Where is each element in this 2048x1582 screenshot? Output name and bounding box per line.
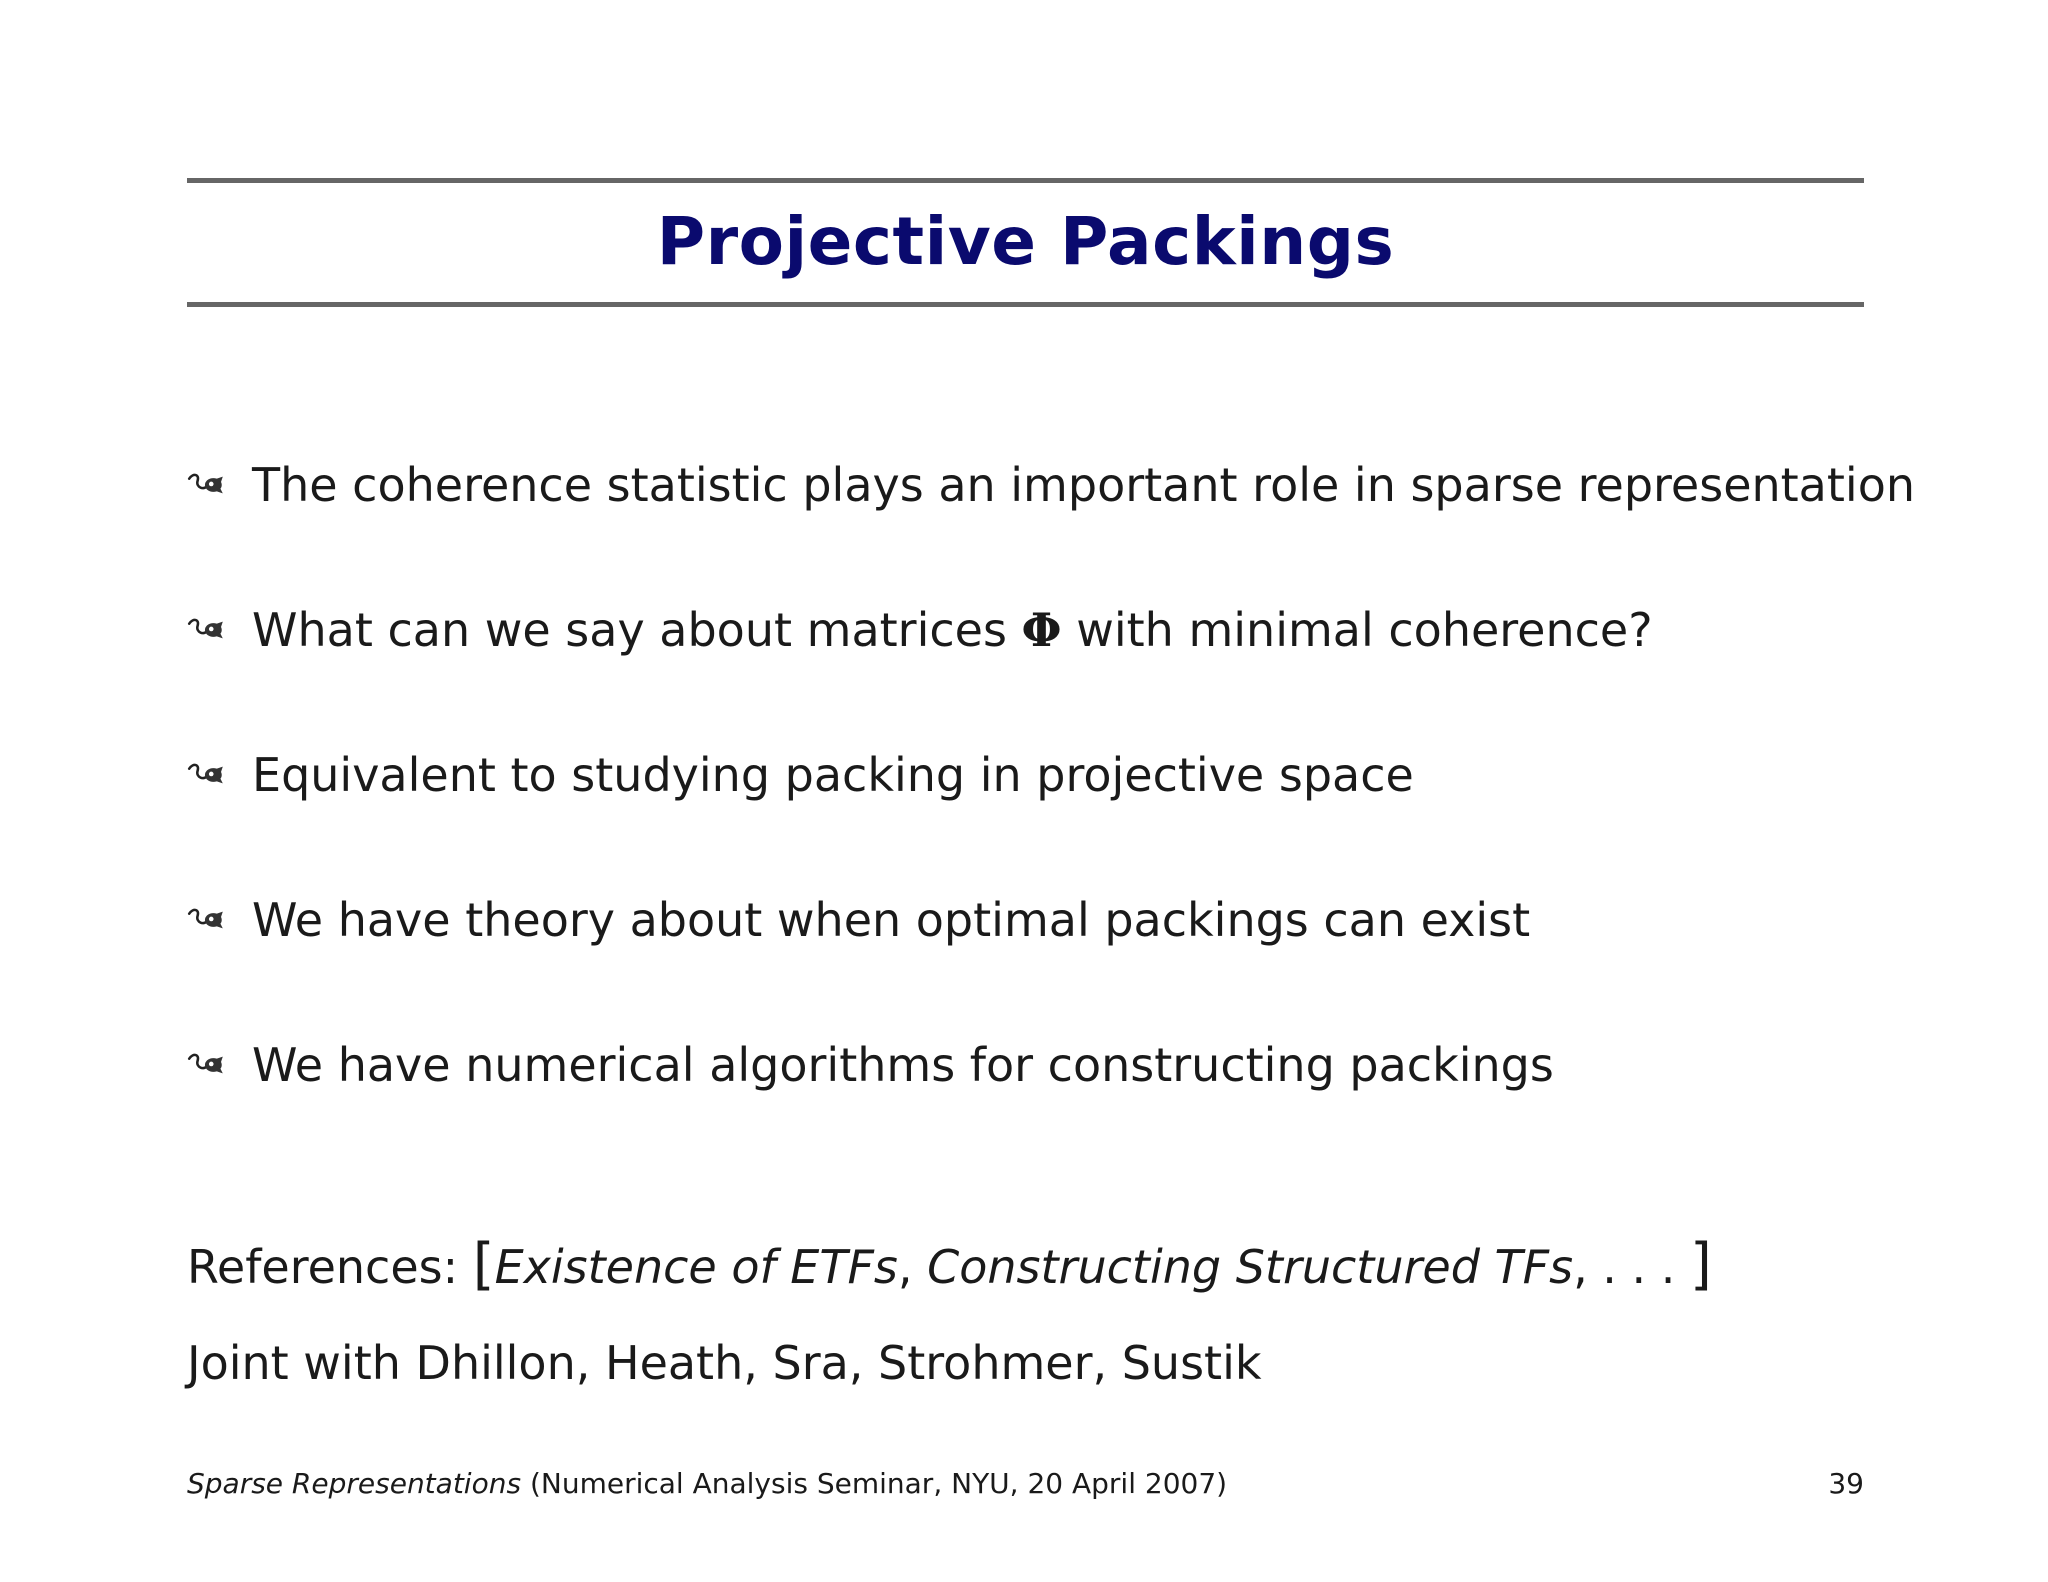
bullet-item (185, 440, 1915, 585)
bullet-text: The coherence statistic plays an important role in sparse representation (252, 458, 1915, 512)
bullet-item (185, 585, 1885, 730)
bullet-text: What can we say about matrices Φ with minimal coherence? (252, 603, 1653, 657)
fleuron-bullet-icon (185, 1044, 227, 1086)
bullet-list (185, 440, 1915, 1165)
fleuron-bullet-icon (185, 754, 227, 796)
footer-event: (Numerical Analysis Seminar, NYU, 20 April 2007) (521, 1467, 1228, 1500)
bullet-text: We have theory about when optimal packings can exist (252, 893, 1531, 947)
close-bracket: ] (1690, 1232, 1712, 1297)
footer-talk-title: Sparse Representations (187, 1467, 522, 1500)
title-rule-bottom (187, 302, 1864, 307)
page-number: 39 (1828, 1467, 1864, 1500)
reference-separator: , (897, 1240, 928, 1294)
bullet-item (185, 875, 1885, 1020)
bullet-text: Equivalent to studying packing in projective space (252, 748, 1414, 802)
reference-existence-etfs: Existence of ETFs (494, 1240, 898, 1294)
fleuron-bullet-icon (185, 609, 227, 651)
bullet-text: We have numerical algorithms for constructing packings (252, 1038, 1554, 1092)
bullet-item (185, 1020, 1885, 1165)
references-label: References: (187, 1240, 473, 1294)
footer (187, 1464, 1227, 1504)
phi-symbol: Φ (1021, 603, 1062, 657)
bullet-item (185, 730, 1885, 875)
fleuron-bullet-icon (185, 464, 227, 506)
references-line (187, 1220, 1712, 1312)
title-rule-top (187, 178, 1864, 183)
slide-title: Projective Packings (656, 203, 1395, 280)
joint-authors: Joint with Dhillon, Heath, Sra, Strohmer, Sustik (187, 1336, 1262, 1390)
fleuron-bullet-icon (185, 899, 227, 941)
reference-constructing-tfs: Constructing Structured TFs (927, 1240, 1574, 1294)
open-bracket: [ (472, 1232, 495, 1297)
reference-ellipsis: , . . . (1573, 1240, 1691, 1294)
